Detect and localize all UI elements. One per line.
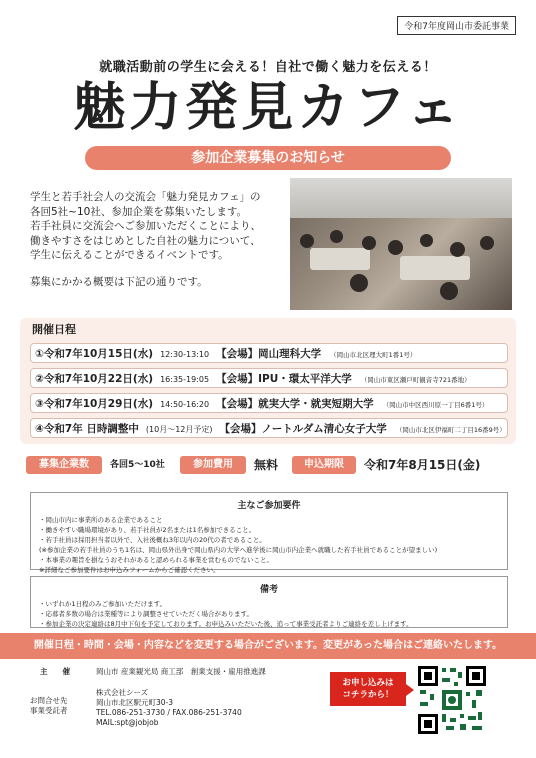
fee-label: 参加費用 [180, 456, 246, 474]
schedule-venue: 【会場】就実大学・就実短期大学 [216, 398, 374, 410]
apply-callout [330, 672, 406, 706]
intro-line: 学生と若手社会人の交流会「魅力発見カフェ」の [30, 191, 261, 203]
schedule-time: 16:35-19:05 [160, 375, 210, 384]
qr-code-icon[interactable] [416, 664, 488, 736]
schedule-row [30, 368, 508, 388]
notes-title: 備考 [259, 585, 278, 595]
intro-closing: 募集にかかる概要は下記の通りです。 [30, 275, 208, 288]
tagline: 就職活動前の学生に会える！自社で働く魅力を伝える！ [99, 60, 437, 75]
intro-line: 若手社員に交流会へご参加いただくことにより、 [30, 220, 261, 232]
count-value: 各回5～10社 [110, 460, 165, 470]
title-banner: 参加企業募集のお知らせ [85, 146, 451, 170]
change-notice: 開催日程・時間・会場・内容などを変更する場合がございます。変更があった場合はご連絡いたします。 [0, 633, 536, 659]
apply-line: お申し込みは [342, 678, 394, 688]
schedule-row [30, 343, 508, 363]
requirement-item: (※参加企業の若手社員のうち1名は、岡山県外出身で岡山県内の大学へ進学後に岡山市内企業へ就職した若手社員であることが望ましい) [39, 546, 438, 554]
intro-line: 各回5社~10社、参加企業を募集いたします。 [30, 205, 247, 218]
schedule-row [30, 418, 508, 438]
schedule-time: (10月～12月予定) [145, 425, 213, 434]
schedule-row [30, 393, 508, 413]
schedule-address: （岡山市北区理大町1番1号） [330, 351, 417, 359]
page-title: 魅力発見カフェ [73, 77, 463, 138]
contact-company: 株式会社シーズ [96, 688, 149, 697]
schedule-date: ②令和7年10月22日(水) [35, 373, 154, 385]
contact-tel: TEL.086-251-3730 / FAX.086-251-3740 [96, 708, 242, 717]
schedule-address: （岡山市東区瀬戸町観音寺721番地） [360, 376, 471, 384]
requirement-item: ・岡山市内に事業所のある企業であること [39, 516, 163, 524]
apply-line: コチラから！ [342, 690, 394, 700]
requirement-item: ・本事業の趣旨を損なうおそれがあると認められる事業を営むものでないこと。 [39, 556, 273, 564]
contractor-label: 事業受託者 [30, 706, 68, 715]
notes-box [30, 576, 508, 628]
schedule-date: ④令和7年 日時調整中 [35, 423, 139, 435]
note-item: ・いずれか1日程のみご参加いただけます。 [39, 600, 167, 608]
requirements-title: 主なご参加要件 [237, 501, 301, 511]
schedule-date: ③令和7年10月29日(水) [35, 398, 154, 410]
schedule-venue: 【会場】ノートルダム清心女子大学 [219, 423, 387, 435]
organizer-value: 岡山市 産業観光局 商工部 創業支援・雇用推進課 [96, 667, 266, 676]
schedule-time: 14:50-16:20 [160, 400, 210, 409]
deadline-label: 申込期限 [292, 456, 356, 474]
intro-text [30, 190, 280, 289]
schedule-address: （岡山市中区西川原一丁目6番1号） [382, 401, 489, 409]
schedule-venue: 【会場】岡山理科大学 [216, 348, 322, 360]
contact-address: 岡山市北区駅元町30-3 [96, 698, 174, 707]
fee-value: 無料 [254, 458, 279, 472]
contact-mail[interactable]: MAIL:spt@jobjob [96, 718, 159, 727]
organizer-label: 主 催 [40, 667, 70, 676]
intro-line: 学生に伝えることができるイベントです。 [30, 249, 229, 261]
schedule-title: 開催日程 [32, 323, 76, 336]
requirements-box [30, 492, 508, 574]
count-label: 募集企業数 [26, 456, 102, 474]
schedule-time: 12:30-13:10 [160, 350, 210, 359]
requirement-item: ※詳細なご参加要件はお申込みフォームからご確認ください。 [39, 566, 220, 574]
note-item: ・参加企業の決定連絡は8月中下旬を予定しております。お申込みいただいた後、追って事業受託者よりご連絡を差し上げます。 [39, 620, 413, 628]
event-photo [290, 178, 512, 310]
requirement-item: ・働きやすい職場環境があり、若手社員が2名または1名参加できること。 [39, 526, 256, 534]
intro-line: 働きやすさをはじめとした自社の魅力について、 [30, 234, 261, 247]
note-item: ・応募者多数の場合は業種等により調整させていただく場合があります。 [39, 610, 253, 618]
schedule-venue: 【会場】IPU・環太平洋大学 [216, 373, 352, 385]
deadline-value: 令和7年8月15日(金) [364, 458, 481, 472]
schedule-date: ①令和7年10月15日(水) [35, 348, 154, 360]
sponsor-label: 令和7年度岡山市委託事業 [397, 16, 516, 35]
contact-label: お問合せ先 [30, 696, 68, 705]
schedule-address: （岡山市北区伊福町二丁目16番9号） [395, 426, 506, 434]
requirement-item: ・若手社員は採用担当者以外で、入社後概ね3年以内の20代の者であること。 [39, 536, 266, 544]
